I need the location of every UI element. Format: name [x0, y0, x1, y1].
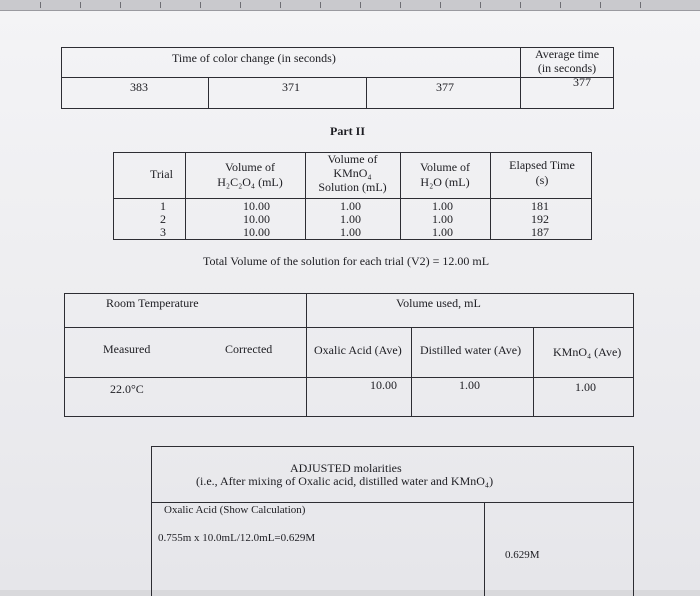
header-h2c2o4-line2: H₂C₂O₄ (mL) — [217, 175, 283, 189]
color-change-header: Time of color change (in seconds) — [172, 51, 336, 65]
header-kmno4-line1: Volume of — [327, 152, 378, 166]
header-kmno4-line2: KMnO₄ — [333, 166, 372, 180]
adjusted-molarities-title: ADJUSTED molarities — [290, 461, 402, 475]
header-h2o-line2: H₂O (mL) — [420, 175, 470, 189]
time-value-2: 371 — [282, 80, 300, 94]
h2o-volume: 1.00 — [432, 212, 453, 226]
corrected-header: Corrected — [225, 342, 273, 356]
distilled-water-volume: 1.00 — [459, 378, 480, 392]
average-time-unit: (in seconds) — [537, 61, 597, 75]
h2o-volume: 1.00 — [432, 225, 453, 239]
kmno4-volume: 1.00 — [340, 199, 361, 213]
trial-number: 1 — [160, 199, 166, 213]
elapsed-time: 192 — [531, 212, 549, 226]
header-h2o-line1: Volume of — [419, 160, 471, 174]
measured-header: Measured — [103, 342, 151, 356]
header-elapsed-line2: (s) — [535, 173, 549, 187]
trial-number: 2 — [160, 212, 166, 226]
total-volume-note: Total Volume of the solution for each trial (V2) = 12.00 mL — [203, 254, 490, 268]
kmno4-volume: 1.00 — [340, 225, 361, 239]
header-trial: Trial — [150, 167, 173, 181]
time-value-3: 377 — [436, 80, 454, 94]
average-time-header: Average time — [534, 47, 600, 61]
h2c2o4-volume: 10.00 — [243, 212, 270, 226]
kmno4-volume-ave: 1.00 — [575, 380, 596, 394]
volume-used-header: Volume used, mL — [396, 296, 481, 310]
average-time-value: 377 — [573, 75, 591, 89]
room-temperature-header: Room Temperature — [106, 296, 199, 310]
adjusted-molarities-subtitle: (i.e., After mixing of Oxalic acid, distilled water and KMnO₄) — [196, 474, 494, 488]
measured-temperature: 22.0°C — [110, 382, 144, 396]
h2c2o4-volume: 10.00 — [243, 199, 270, 213]
time-value-1: 383 — [130, 80, 148, 94]
oxalic-acid-calc-label: Oxalic Acid (Show Calculation) — [164, 504, 306, 516]
elapsed-time: 181 — [531, 199, 549, 213]
h2c2o4-volume: 10.00 — [243, 225, 270, 239]
h2o-volume: 1.00 — [432, 199, 453, 213]
distilled-water-ave-header: Distilled water (Ave) — [420, 343, 522, 357]
header-h2c2o4-line1: Volume of — [224, 160, 276, 174]
header-kmno4-line3: Solution (mL) — [318, 180, 387, 194]
kmno4-volume: 1.00 — [340, 212, 361, 226]
trial-number: 3 — [160, 225, 166, 239]
header-elapsed-line1: Elapsed Time — [509, 158, 575, 172]
adjusted-molarity-result: 0.629M — [505, 549, 540, 561]
part-ii-title: Part II — [330, 124, 365, 138]
ruler — [0, 0, 700, 11]
oxalic-acid-volume: 10.00 — [370, 378, 397, 392]
kmno4-ave-header: KMnO₄ (Ave) — [553, 345, 622, 359]
elapsed-time: 187 — [531, 225, 549, 239]
oxalic-acid-ave-header: Oxalic Acid (Ave) — [314, 343, 402, 357]
oxalic-acid-calculation: 0.755m x 10.0mL/12.0mL=0.629M — [158, 532, 316, 544]
